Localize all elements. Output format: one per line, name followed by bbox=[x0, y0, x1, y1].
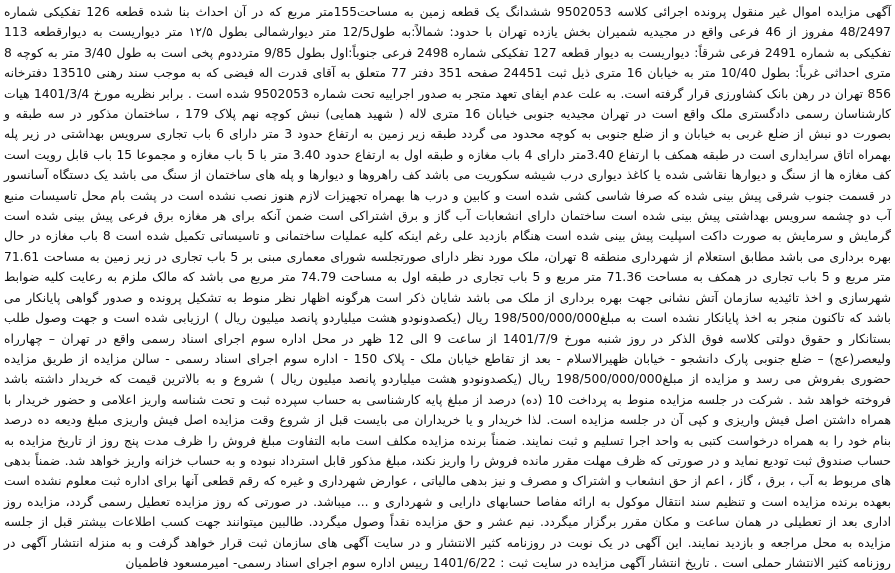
auction-notice-text: آگهی مزایده اموال غیر منقول پرونده اجرائی کلاسه 9502053 ششدانگ یک قطعه زمین به مساحت155متر مربع که در آن احداث بنا شده قطعه 126 تفکیکی شماره 48/2497 مفروز از 46 فرعی واقع در مجیدیه شمیران بخش یازده تهران با حدود: شمالاً:به طول12/5 متر دیوارشمالی بطول ۱۲/۵ متر دیواریست به دیوارقطعه 113 تفکیکی به شماره 2491 فرعی شرقاً: دیواریست به دیوار قطعه 127 تفکیکی شماره 2498 فرعی جنوباً:اول بطول 9/85 مترددوم پخی است به طول 3/40 متر به کوچه 8 متری احداثی غرباً: بطول 10/40 متر به خیابان 16 متری ذیل ثبت 24451 صفحه 351 دفتر 77 متعلق به آقای قدرت اله فیضی که به موجب سند رهنی 13510 دفترخانه 856 تهران در رهن بانک کشاورزی قرار گرفته است. به علت عدم ایفای تعهد متجر به صدور اجراییه تحت شماره 9502053 شده است . برابر نظریه مورخ 1401/3/4 هیات کارشناسان رسمی دادگستری ملک واقع است در تهران مجیدیه جنوبی خیابان 16 متری لاله ( شهید همایی) نبش کوچه نهم پلاک 179 ، ساختمان مذکور در سه طبقه و بصورت دو نبش از ضلع غربی به خیابان و از ضلع جنوبی به کوچه محدود می گردد طبقه زیر زمین به ارتفاع حدود 3 متر دارای 6 باب تجاری سرویس بهداشتی در زیر پله بهمراه اتاق سرایداری است در طبقه همکف با ارتفاع 3.40متر دارای 4 باب مغازه و طبقه اول به ارتفاع حدود 3.40 متر با 5 باب مغازه و مجموعا 15 باب قابل رویت است کف مغازه ها از سنگ و دیوارها نقاشی شده یا کاغذ دیواری درب شیشه سکوریت می باشد کف راهروها و دیوارها و پله های ساختمان از سنگ می باشد یک دستگاه آسانسور در قسمت جنوب شرقی پیش بینی شده که صرفا شاسی کشی شده است و کابین و درب ها بهمراه تجهیزات لازم هنوز نصب نشده است در پشت بام محل تاسیسات منبع آب دو چشمه سرویس بهداشتی پیش بینی شده است ساختمان دارای انشعابات آب گاز و برق اشتراکی است ضمن آنکه برای هر مغازه برق فرعی پیش بینی شده است گرمایش و سرمایش به صورت داکت اسپلیت پیش بینی شده است هنگام بازدید علی رغم اینکه کلیه عملیات ساختمانی و تاسیساتی تکمیل شده است 8 باب مغازه در حال بهره برداری می باشد مطابق استعلام از شهرداری منطقه 8 تهران، ملک مورد نظر دارای صورتجلسه شورای معماری مبنی بر 5 باب تجاری در زیر زمین به مساحت 71.61 متر مربع و 5 باب تجاری در همکف به مساحت 71.36 متر مربع و 5 باب تجاری در طبقه اول به مساحت 74.79 متر مربع می باشد که مالک ملزم به رعایت کلیه ضوابط شهرسازی و اخذ تائیدیه سازمان آتش نشانی جهت بهره برداری از ملک می باشد شایان ذکر است هرگونه اظهار نظر منوط به تشکیل پرونده و صدور گواهی پایانکار می باشد که تاکنون منجر به اخذ پایانکار نشده است به مبلغ198/500/000/000 ریال (یکصدونودو هشت میلیاردو پانصد میلیون ریال ) ارزیابی شده است و جهت وصول طلب بستانکار و حقوق دولتی کلاسه فوق الذکر در روز شنبه مورخ 1401/7/9 از ساعت 9 الی 12 ظهر در محل اداره سوم اجرای اسناد رسمی واقع در تهران – چهارراه ولیعصر(عج) – ضلع جنوبی پارک دانشجو - خیابان ظهیرالاسلام - بعد از تقاطع خیابان ملک - پلاک 150 - اداره سوم اجرای اسناد رسمی - سالن مزایده از طریق مزایده حضوری بفروش می رسد و مزایده از مبلغ198/500/000/000 ریال (یکصدونودو هشت میلیاردو پانصد میلیون ریال ) شروع و به بالاترین قیمت که خریدار داشته باشد فروخته خواهد شد . شرکت در جلسه مزایده منوط به پرداخت 10 (ده) درصد از مبلغ پایه کارشناسی به حساب سپرده ثبت و تحت شناسه واریز اعلامی و حضور خریدار با همراه داشتن اصل فیش واریزی و کپی آن در جلسه مزایده است. لذا خریدار و یا خریداران می بایست قبل از شروع وقت مزایده اصل فیش واریزی مبلغ ودیعه ده درصد بنام خود را به همراه درخواست کتبی به واحد اجرا تسلیم و ثبت نمایند. ضمناً برنده مزایده مکلف است مابه التفاوت مبلغ فروش را ظرف مدت پنج روز از تاریخ مزایده به حساب صندوق ثبت تودیع نماید و در صورتی که ظرف مهلت مقرر مانده فروش را واریز نکند، مبلغ مذکور قابل استرداد نبوده و به حساب خزانه واریز خواهد شد. ضمناً بدهی های مربوط به آب ، برق ، گاز ، اعم از حق انشعاب و اشتراک و مصرف و نیز بدهی مالیاتی ، عوارض شهرداری و غیره که رقم قطعی آنها برای اداره ثبت معلوم نشده است بعهده برنده مزایده است و تنظیم سند انتقال موکول به ارائه مفاصا حسابهای دارایی و شهرداری و ... میباشد. در صورتی که روز مزایده تعطیل رسمی گردد، مزایده روز اداری بعد از تعطیلی در همان ساعت و مکان مقرر برگزار میگردد. نیم عشر و حق مزایده نقداً وصول میگردد. طالبین میتوانند جهت کسب اطلاعات بیشتر قبل از جلسه مزایده به محل مراجعه و بازدید نمایند. این آگهی در یک نوبت در روزنامه کثیر الانتشار و در سایت آگهی های سازمان ثبت قرار خواهد گرفت و به منزله انتشار آگهی در روزنامه کثیر الانتشار حملی است . تاریخ انتشار آگهی مزایده در سایت ثبت : 1401/6/22 رییس اداره سوم اجرای اسناد رسمی- امیرمسعود فاطمیان bbox=[4, 5, 892, 570]
